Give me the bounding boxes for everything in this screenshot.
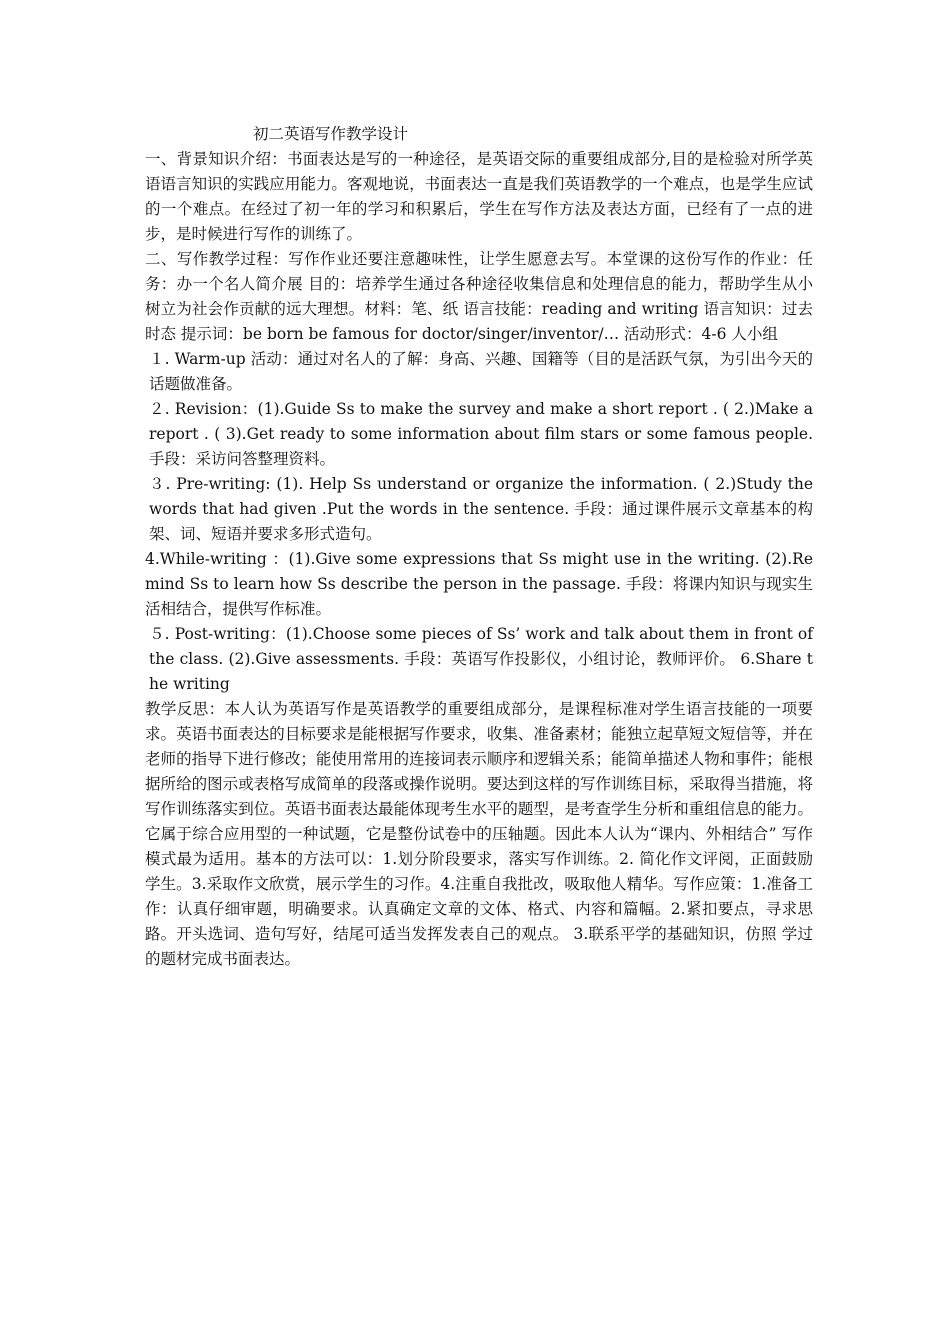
step-while-writing: 4.While-writing ：(1).Give some expressions that Ss might use in the writing. (2).Remind Ss to learn how Ss describe the person in the passage. 手段：将课内知识与现实生活相结合，提供写作标准。: [145, 550, 813, 618]
document-page: [145, 122, 813, 972]
step-pre-writing: ３. Pre-writing: (1). Help Ss understand or organize the information. ( 2.)Study the words that had given .Put the words in the sentence. 手段：通过课件展示文章基本的构架、词、短语并要求多形式造句。: [149, 475, 813, 543]
document-title: 初二英语写作教学设计: [253, 125, 409, 143]
section-process: 二、写作教学过程：写作作业还要注意趣味性，让学生愿意去写。本堂课的这份写作的作业：任务：办一个名人简介展 目的：培养学生通过各种途径收集信息和处理信息的能力，帮助学生从小树立为社会作贡献的远大理想。材料：笔、纸 语言技能：reading and writing 语言知识：过去时态 提示词：be born be famous for doctor/singer/inventor/… 活动形式：4-6 人小组: [145, 250, 813, 343]
section-reflection: 教学反思：本人认为英语写作是英语教学的重要组成部分，是课程标准对学生语言技能的一项要求。英语书面表达的目标要求是能根据写作要求，收集、准备素材；能独立起草短文短信等，并在老师的指导下进行修改；能使用常用的连接词表示顺序和逻辑关系；能简单描述人物和事件；能根据所给的图示或表格写成简单的段落或操作说明。要达到这样的写作训练目标，采取得当措施，将写作训练落实到位。英语书面表达最能体现考生水平的题型，是考查学生分析和重组信息的能力。它属于综合应用型的一种试题，它是整份试卷中的压轴题。因此本人认为“课内、外相结合” 写作模式最为适用。基本的方法可以：1.划分阶段要求，落实写作训练。2. 简化作文评阅，正面鼓励学生。3.采取作文欣赏，展示学生的习作。4.注重自我批改，吸取他人精华。写作应策：1.准备工作：认真仔细审题，明确要求。认真确定文章的文体、格式、内容和篇幅。2.紧扣要点，寻求思路。开头选词、造句写好，结尾可适当发挥发表自己的观点。 3.联系平学的基础知识，仿照 学过的题材完成书面表达。: [145, 700, 813, 968]
step-revision: ２. Revision：(1).Guide Ss to make the survey and make a short report . ( 2.)Make a report . ( 3).Get ready to some information about film stars or some famous people. 手段：采访问答整理资料。: [149, 400, 813, 468]
step-warm-up: １. Warm-up 活动：通过对名人的了解：身高、兴趣、国籍等（目的是活跃气氛，为引出今天的话题做准备。: [149, 350, 813, 393]
section-background: 一、背景知识介绍：书面表达是写的一种途径，是英语交际的重要组成部分,目的是检验对所学英语语言知识的实践应用能力。客观地说，书面表达一直是我们英语教学的一个难点，也是学生应试的一个难点。在经过了初一年的学习和积累后，学生在写作方法及表达方面，已经有了一点的进步，是时候进行写作的训练了。: [145, 150, 813, 243]
step-post-writing: ５. Post-writing：(1).Choose some pieces of Ss’ work and talk about them in front of the class. (2).Give assessments. 手段：英语写作投影仪，小组讨论，教师评价。 6.Share the writing: [149, 625, 813, 693]
